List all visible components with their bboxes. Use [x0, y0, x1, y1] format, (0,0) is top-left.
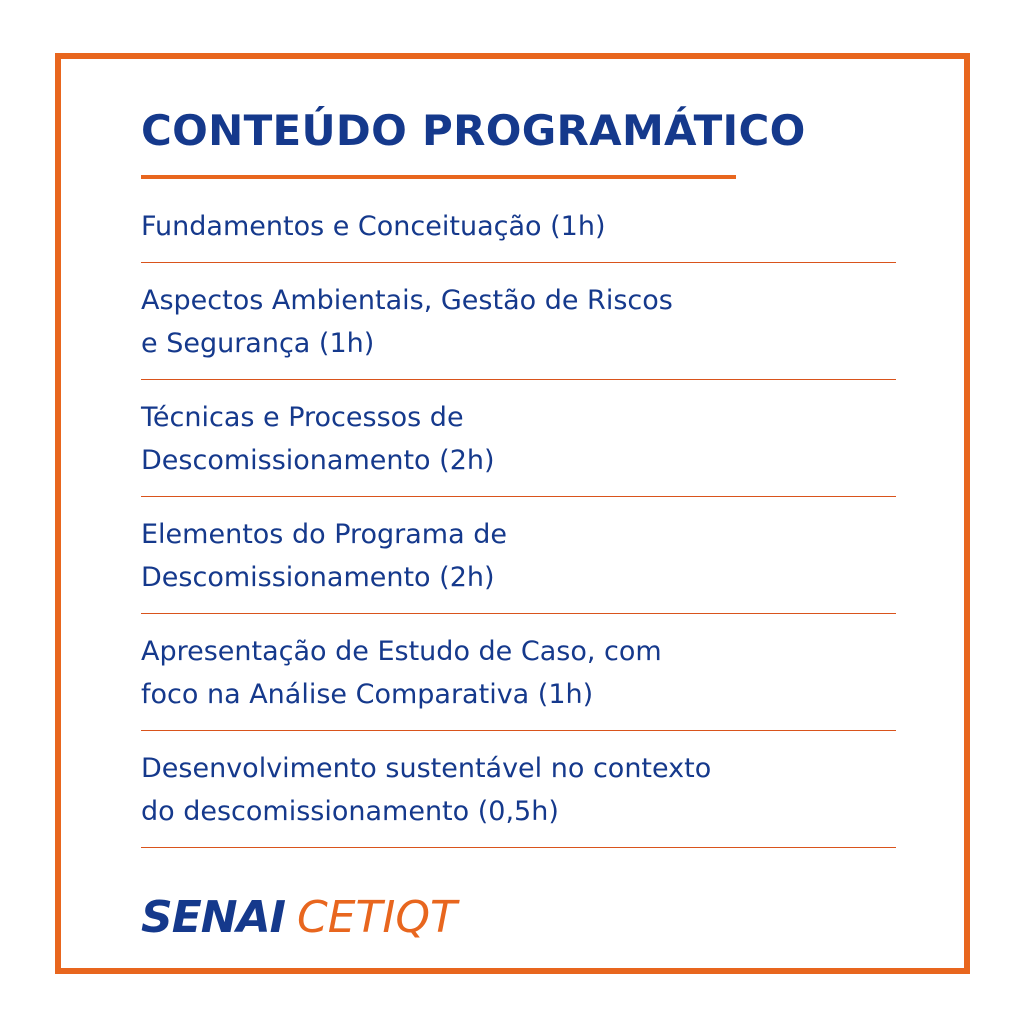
- brand-logo: [141, 890, 896, 946]
- card-content: [141, 101, 896, 946]
- list-item: Aspectos Ambientais, Gestão de Riscos e Segurança (1h): [141, 263, 896, 380]
- brand-senai: SENAI: [141, 892, 285, 943]
- page-title: CONTEÚDO PROGRAMÁTICO: [141, 106, 806, 155]
- list-item: Desenvolvimento sustentável no contexto do descomissionamento (0,5h): [141, 731, 896, 848]
- title-underline: [141, 175, 736, 179]
- list-item: Apresentação de Estudo de Caso, com foco na Análise Comparativa (1h): [141, 614, 896, 731]
- card-frame: [55, 53, 970, 974]
- brand-cetiqt: CETIQT: [297, 892, 457, 943]
- program-list: [141, 205, 896, 848]
- list-item: Técnicas e Processos de Descomissionamento (2h): [141, 380, 896, 497]
- list-item: Fundamentos e Conceituação (1h): [141, 205, 896, 263]
- list-item: Elementos do Programa de Descomissionamento (2h): [141, 497, 896, 614]
